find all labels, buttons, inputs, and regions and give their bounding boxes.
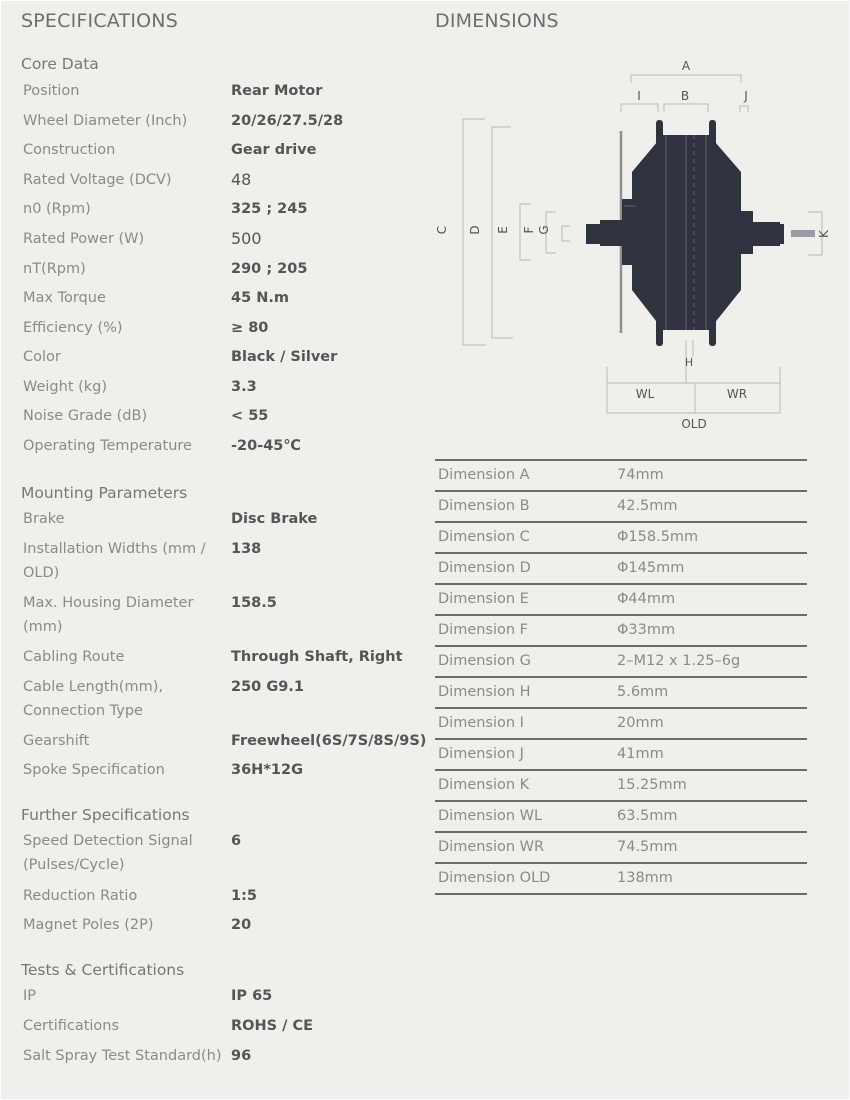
spec-value: 1:5 <box>231 888 257 904</box>
dimension-row <box>435 521 807 552</box>
diagram-label-j: J <box>744 89 748 103</box>
spec-label: Gearshift <box>23 733 90 749</box>
spec-value: 3.3 <box>231 379 257 395</box>
spec-value: 138 <box>231 541 262 557</box>
diagram-label-i: I <box>637 89 641 103</box>
spec-label: Max Torque <box>23 290 106 306</box>
spec-label: Efficiency (%) <box>23 320 123 336</box>
spec-value: 250 G9.1 <box>231 679 304 695</box>
diagram-label-e: E <box>496 226 510 234</box>
spec-value: Gear drive <box>231 142 317 158</box>
spec-label: Certifications <box>23 1018 120 1034</box>
spec-label: Brake <box>23 511 65 527</box>
dimension-row <box>435 800 807 831</box>
dimension-label: Dimension A <box>438 467 530 483</box>
spec-label: Cable Length(mm), Connection Type <box>23 679 163 719</box>
section-title-further-specifications: Further Specifications <box>21 806 190 824</box>
dimension-label: Dimension F <box>438 622 529 638</box>
specifications-title: SPECIFICATIONS <box>21 10 178 32</box>
dimension-label: Dimension G <box>438 653 531 669</box>
spec-value: 500 <box>231 229 262 248</box>
dimension-row <box>435 862 807 895</box>
dimension-row <box>435 490 807 521</box>
dimension-value: Φ158.5mm <box>617 529 699 545</box>
spec-label: Reduction Ratio <box>23 888 138 904</box>
spec-value: Rear Motor <box>231 83 323 99</box>
section-title-tests-certifications: Tests & Certifications <box>21 961 185 979</box>
dimension-row <box>435 645 807 676</box>
spec-label: Cabling Route <box>23 649 125 665</box>
spec-value: Through Shaft, Right <box>231 649 403 665</box>
dimension-label: Dimension H <box>438 684 531 700</box>
dimension-value: Φ44mm <box>617 591 676 607</box>
dimension-label: Dimension I <box>438 715 524 731</box>
hub-motor-diagram <box>430 0 850 431</box>
dimension-row <box>435 769 807 800</box>
spec-value: IP 65 <box>231 988 273 1004</box>
spec-value: Freewheel(6S/7S/8S/9S) <box>231 733 427 749</box>
dimension-value: 74mm <box>617 467 664 483</box>
diagram-label-k: K <box>817 230 831 238</box>
dimension-row <box>435 676 807 707</box>
spec-label: Position <box>23 83 80 99</box>
dimension-value: 2–M12 x 1.25–6g <box>617 653 741 669</box>
spec-value: 325 ; 245 <box>231 201 308 217</box>
spec-value: 6 <box>231 833 242 849</box>
spec-value: -20-45℃ <box>231 438 301 454</box>
dimension-row <box>435 552 807 583</box>
section-title-mounting-parameters: Mounting Parameters <box>21 484 188 502</box>
dimension-value: Φ145mm <box>617 560 685 576</box>
dimension-label: Dimension WR <box>438 839 545 855</box>
dimension-value: 42.5mm <box>617 498 678 514</box>
spec-label: nT(Rpm) <box>23 261 86 277</box>
dimension-value: 5.6mm <box>617 684 669 700</box>
dimension-label: Dimension E <box>438 591 529 607</box>
diagram-label-b: B <box>680 89 690 103</box>
dimension-row <box>435 707 807 738</box>
spec-value: 290 ; 205 <box>231 261 308 277</box>
dimension-label: Dimension OLD <box>438 870 551 886</box>
diagram-label-g: G <box>537 225 551 235</box>
spec-value: 20/26/27.5/28 <box>231 113 344 129</box>
diagram-label-a: A <box>681 59 691 73</box>
spec-value: 20 <box>231 917 252 933</box>
dimension-value: 138mm <box>617 870 673 886</box>
spec-label: Construction <box>23 142 116 158</box>
dimension-value: 74.5mm <box>617 839 678 855</box>
dimension-value: 41mm <box>617 746 664 762</box>
section-title-core-data: Core Data <box>21 55 99 73</box>
dimension-label: Dimension D <box>438 560 531 576</box>
spec-label: Color <box>23 349 61 365</box>
dimension-label: Dimension J <box>438 746 524 762</box>
dimension-row <box>435 614 807 645</box>
hub-body <box>586 120 784 346</box>
diagram-label-f: F <box>522 226 536 234</box>
diagram-label-c: C <box>435 225 449 235</box>
spec-value: 45 N.m <box>231 290 289 306</box>
dimension-label: Dimension WL <box>438 808 543 824</box>
dimension-row <box>435 583 807 614</box>
spec-label: Salt Spray Test Standard(h) <box>23 1048 222 1064</box>
dimensions-table <box>435 459 807 895</box>
dimension-row <box>435 459 807 490</box>
spec-label: Weight (kg) <box>23 379 108 395</box>
spec-value: ≥ 80 <box>231 320 269 336</box>
diagram-label-d: D <box>468 225 482 235</box>
spec-label: n0 (Rpm) <box>23 201 91 217</box>
spec-label: Rated Power (W) <box>23 231 145 247</box>
spec-label: Operating Temperature <box>23 438 192 454</box>
spec-label: Speed Detection Signal (Pulses/Cycle) <box>23 833 193 873</box>
spec-label: Max. Housing Diameter (mm) <box>23 595 194 635</box>
spec-label: Wheel Diameter (Inch) <box>23 113 188 129</box>
spec-value: Black / Silver <box>231 349 338 365</box>
diagram-label-wr: WR <box>726 387 748 401</box>
dimensions-title: DIMENSIONS <box>435 10 559 32</box>
spec-label: IP <box>23 988 37 1004</box>
dimension-label: Dimension K <box>438 777 530 793</box>
spec-value: 36H*12G <box>231 762 303 778</box>
diagram-label-old: OLD <box>681 417 707 431</box>
spec-label: Rated Voltage (DCV) <box>23 172 172 188</box>
spec-value: 48 <box>231 170 252 189</box>
spec-value: ROHS / CE <box>231 1018 314 1034</box>
spec-label: Magnet Poles (2P) <box>23 917 154 933</box>
spec-value: 158.5 <box>231 595 277 611</box>
dimension-row <box>435 831 807 862</box>
spec-label: Noise Grade (dB) <box>23 408 148 424</box>
spec-label: Installation Widths (mm / OLD) <box>23 541 206 581</box>
dimension-value: 15.25mm <box>617 777 687 793</box>
diagram-label-wl: WL <box>635 387 655 401</box>
dimension-label: Dimension C <box>438 529 530 545</box>
spec-value: 96 <box>231 1048 252 1064</box>
diagram-label-h: H <box>684 356 694 369</box>
dimension-value: Φ33mm <box>617 622 676 638</box>
spec-value: Disc Brake <box>231 511 318 527</box>
dimension-value: 63.5mm <box>617 808 678 824</box>
dimension-row <box>435 738 807 769</box>
dimension-value: 20mm <box>617 715 664 731</box>
spec-label: Spoke Specification <box>23 762 165 778</box>
spec-value: < 55 <box>231 408 269 424</box>
dimension-label: Dimension B <box>438 498 530 514</box>
